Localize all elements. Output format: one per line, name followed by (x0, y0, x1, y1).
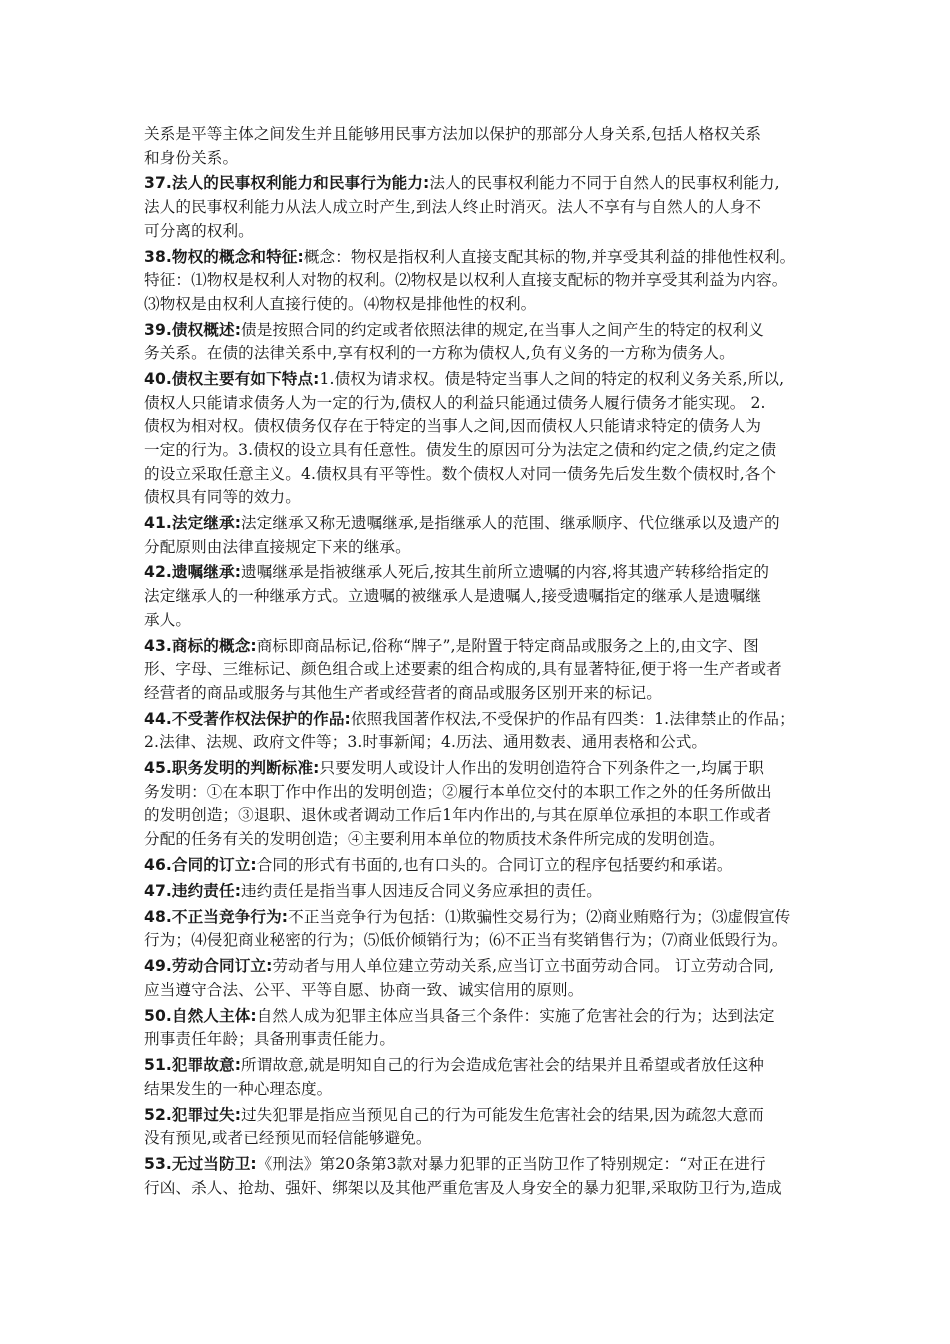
text-line (144, 147, 816, 171)
text-line (144, 929, 816, 953)
body-text: 行为；⑷侵犯商业秘密的行为；⑸低价倾销行为；⑹不正当有奖销售行为；⑺商业低毁行为。 (144, 931, 788, 950)
text-line (144, 512, 816, 536)
paragraph (144, 757, 816, 851)
term-heading: 51.犯罪故意: (144, 1056, 242, 1075)
body-text: 没有预见,或者已经预见而轻信能够避免。 (144, 1129, 432, 1148)
term-heading: 39.债权概述: (144, 320, 242, 339)
body-text: 的设立采取任意主义。4.债权具有平等性。数个债权人对同一债务先后发生数个债权时,各个 (144, 464, 777, 483)
paragraph (144, 561, 816, 632)
body-text: 的发明创造；③退职、退休或者调动工作后1年内作出的,与其在原单位承担的本职工作或者 (144, 806, 772, 825)
text-line (144, 585, 816, 609)
body-text: 分配原则由法律直接规定下来的继承。 (144, 537, 411, 556)
text-line (144, 880, 816, 904)
text-line (144, 1104, 816, 1128)
body-text: 违约责任是指当事人因违反合同义务应承担的责任。 (241, 881, 603, 900)
paragraph (144, 246, 816, 317)
body-text: 特征：⑴物权是权利人对物的权利。⑵物权是以权利人直接支配标的物并享受其利益为内容。 (144, 271, 788, 290)
text-line (144, 854, 816, 878)
text-line (144, 1177, 816, 1201)
text-line (144, 536, 816, 560)
term-heading: 38.物权的概念和特征: (144, 247, 304, 266)
paragraph (144, 1054, 816, 1101)
document-page (144, 123, 816, 1200)
text-line (144, 269, 816, 293)
body-text: 承人。 (144, 610, 192, 629)
body-text: 可分离的权利。 (144, 221, 254, 240)
term-heading: 48.不正当竞争行为: (144, 907, 289, 926)
term-heading: 45.职务发明的判断标准: (144, 759, 320, 778)
body-text: 结果发生的一种心理态度。 (144, 1079, 333, 1098)
body-text: 不正当竞争行为包括：⑴欺骗性交易行为；⑵商业贿赂行为；⑶虚假宣传 (288, 907, 791, 926)
text-line (144, 682, 816, 706)
text-line (144, 979, 816, 1003)
text-line (144, 220, 816, 244)
text-line (144, 439, 816, 463)
body-text: 只要发明人或设计人作出的发明创造符合下列条件之一,均属于职 (319, 759, 764, 778)
body-text: 依照我国著作权法,不受保护的作品有四类：1.法律禁止的作品； (350, 709, 795, 728)
text-line (144, 906, 816, 930)
paragraph (144, 123, 816, 170)
text-line (144, 708, 816, 732)
text-line (144, 342, 816, 366)
paragraph (144, 1005, 816, 1052)
text-line (144, 415, 816, 439)
body-text: 《刑法》第20条第3款对暴力犯罪的正当防卫作了特别规定：“对正在进行 (256, 1154, 766, 1173)
term-heading: 50.自然人主体: (144, 1006, 257, 1025)
text-line (144, 196, 816, 220)
text-line (144, 731, 816, 755)
body-text: 过失犯罪是指应当预见自己的行为可能发生危害社会的结果,因为疏忽大意而 (241, 1105, 764, 1124)
body-text: 一定的行为。3.债权的设立具有任意性。债发生的原因可分为法定之债和约定之债,约定之债 (144, 440, 777, 459)
body-text: 法定继承人的一种继承方式。立遗嘱的被继承人是遗嘱人,接受遗嘱指定的继承人是遗嘱继 (144, 587, 762, 606)
body-text: 应当遵守合法、公平、平等自愿、协商一致、诚实信用的原则。 (144, 980, 584, 999)
body-text: 概念：物权是指权利人直接支配其标的物,并享受其利益的排他性权利。 (303, 247, 796, 266)
body-text: 遗嘱继承是指被继承人死后,按其生前所立遗嘱的内容,将其遗产转移给指定的 (241, 563, 770, 582)
paragraph (144, 1153, 816, 1200)
text-line (144, 1078, 816, 1102)
text-line (144, 1054, 816, 1078)
text-line (144, 1127, 816, 1151)
term-heading: 42.遗嘱继承: (144, 563, 242, 582)
body-text: 法人的民事权利能力从法人成立时产生,到法人终止时消灭。法人不享有与自然人的人身不 (144, 198, 762, 217)
term-heading: 52.犯罪过失: (144, 1105, 242, 1124)
text-line (144, 319, 816, 343)
term-heading: 44.不受著作权法保护的作品: (144, 709, 351, 728)
text-line (144, 828, 816, 852)
paragraph (144, 512, 816, 559)
text-line (144, 246, 816, 270)
term-heading: 41.法定继承: (144, 513, 242, 532)
text-line (144, 781, 816, 805)
text-line (144, 757, 816, 781)
body-text: 和身份关系。 (144, 148, 239, 167)
body-text: 所谓故意,就是明知自己的行为会造成危害社会的结果并且希望或者放任这种 (241, 1056, 764, 1075)
paragraph (144, 708, 816, 755)
text-line (144, 486, 816, 510)
text-line (144, 804, 816, 828)
term-heading: 37.法人的民事权利能力和民事行为能力: (144, 174, 430, 193)
term-heading: 40.债权主要有如下特点: (144, 370, 320, 389)
body-text: 法定继承又称无遗嘱继承,是指继承人的范围、继承顺序、代位继承以及遗产的 (241, 513, 780, 532)
paragraph (144, 854, 816, 878)
body-text: 务发明：①在本职丁作中作出的发明创造；②履行本单位交付的本职工作之外的任务所做出 (144, 782, 772, 801)
term-heading: 53.无过当防卫: (144, 1154, 257, 1173)
paragraph (144, 955, 816, 1002)
body-text: 债权人只能请求债务人为一定的行为,债权人的利益只能通过债务人履行债务才能实现。 2. (144, 393, 766, 412)
body-text: ⑶物权是由权利人直接行使的。⑷物权是排他性的权利。 (144, 294, 537, 313)
body-text: 务关系。在债的法律关系中,享有权利的一方称为债权人,负有义务的一方称为债务人。 (144, 344, 735, 363)
paragraph (144, 368, 816, 510)
term-heading: 43.商标的概念: (144, 636, 257, 655)
text-line (144, 172, 816, 196)
text-line (144, 1028, 816, 1052)
body-text: 分配的任务有关的发明创造；④主要利用本单位的物质技术条件所完成的发明创造。 (144, 829, 725, 848)
body-text: 债权具有同等的效力。 (144, 488, 301, 507)
text-line (144, 1005, 816, 1029)
term-heading: 47.违约责任: (144, 881, 242, 900)
paragraph (144, 1104, 816, 1151)
text-line (144, 392, 816, 416)
text-line (144, 368, 816, 392)
text-line (144, 955, 816, 979)
body-text: 债是按照合同的约定或者依照法律的规定,在当事人之间产生的特定的权利义 (241, 320, 764, 339)
paragraph (144, 635, 816, 706)
text-line (144, 123, 816, 147)
text-line (144, 635, 816, 659)
body-text: 经营者的商品或服务与其他生产者或经营者的商品或服务区别开来的标记。 (144, 683, 662, 702)
paragraph (144, 172, 816, 243)
body-text: 2.法律、法规、政府文件等；3.时事新闻；4.历法、通用数表、通用表格和公式。 (144, 733, 708, 752)
body-text: 劳动者与用人单位建立劳动关系,应当订立书面劳动合同。 订立劳动合同, (272, 957, 775, 976)
text-line (144, 658, 816, 682)
body-text: 刑事责任年龄；具备刑事责任能力。 (144, 1030, 396, 1049)
body-text: 形、字母、三维标记、颜色组合或上述要素的组合构成的,具有显著特征,便于将一生产者或者 (144, 660, 782, 679)
body-text: 商标即商品标记,俗称“牌子”,是附置于特定商品或服务之上的,由文字、图 (256, 636, 759, 655)
text-line (144, 609, 816, 633)
term-heading: 46.合同的订立: (144, 855, 257, 874)
paragraph (144, 906, 816, 953)
paragraph (144, 319, 816, 366)
text-line (144, 561, 816, 585)
body-text: 1.债权为请求权。债是特定当事人之间的特定的权利义务关系,所以, (319, 370, 785, 389)
term-heading: 49.劳动合同订立: (144, 957, 273, 976)
paragraph (144, 880, 816, 904)
text-line (144, 1153, 816, 1177)
text-line (144, 293, 816, 317)
body-text: 法人的民事权利能力不同于自然人的民事权利能力, (429, 174, 780, 193)
body-text: 关系是平等主体之间发生并且能够用民事方法加以保护的那部分人身关系,包括人格权关系 (144, 125, 762, 143)
body-text: 自然人成为犯罪主体应当具备三个条件：实施了危害社会的行为；达到法定 (256, 1006, 775, 1025)
text-line (144, 463, 816, 487)
body-text: 行凶、杀人、抢劫、强奸、绑架以及其他严重危害及人身安全的暴力犯罪,采取防卫行为,造成 (144, 1178, 782, 1197)
body-text: 合同的形式有书面的,也有口头的。合同订立的程序包括要约和承诺。 (256, 855, 733, 874)
body-text: 债权为相对权。债权债务仅存在于特定的当事人之间,因而债权人只能请求特定的债务人为 (144, 417, 762, 436)
